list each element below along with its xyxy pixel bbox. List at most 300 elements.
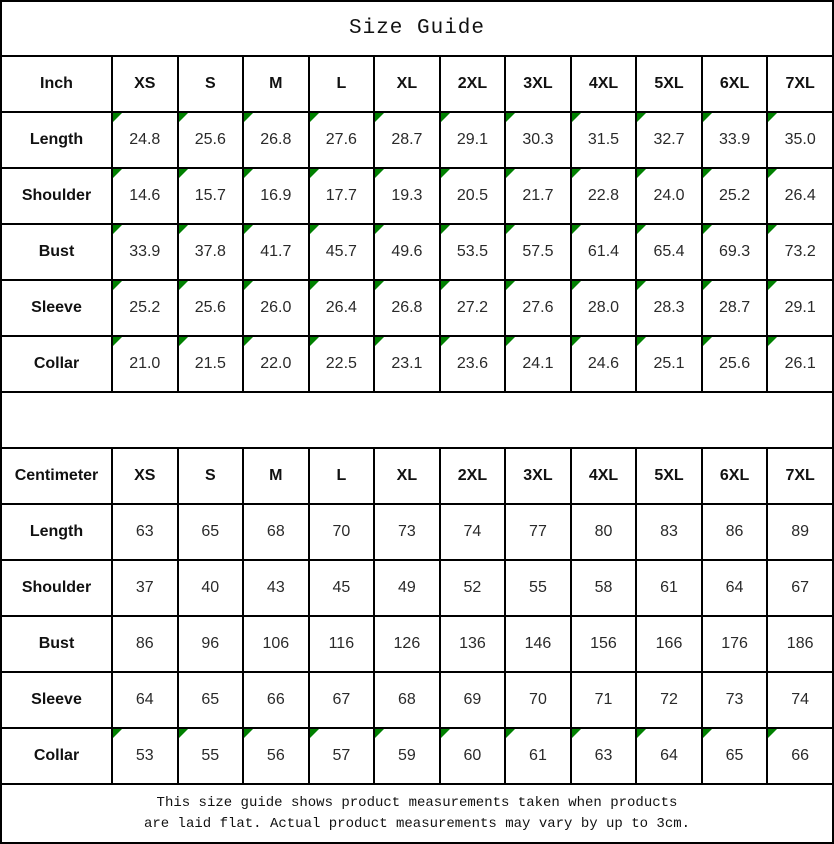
- cell-text: 63: [594, 747, 613, 764]
- measurement-value-cell: [309, 112, 375, 168]
- cell-text: 65: [725, 747, 744, 764]
- unit-header: [1, 56, 112, 112]
- cell-text: 25.2: [718, 187, 751, 204]
- measurement-row: [1, 336, 833, 392]
- measurement-value-cell: [374, 112, 440, 168]
- cell-text: 23.6: [456, 355, 488, 372]
- cell-text: 126: [393, 635, 421, 652]
- measurement-value-cell: [374, 672, 440, 728]
- corner-flag-icon: [310, 225, 319, 234]
- measurement-value-cell: [243, 280, 309, 336]
- cell-text: S: [204, 467, 216, 484]
- cell-text: 73.2: [784, 243, 816, 260]
- cell-text: 24.8: [129, 131, 161, 148]
- measurement-value-cell: [505, 616, 571, 672]
- measurement-row-label: [1, 672, 112, 728]
- cell-text: 28.7: [718, 299, 751, 316]
- cell-text: 116: [328, 635, 355, 652]
- measurement-row-label: [1, 280, 112, 336]
- measurement-value-cell: [636, 168, 702, 224]
- corner-flag-icon: [375, 281, 384, 290]
- measurement-value-cell: [702, 504, 768, 560]
- corner-flag-icon: [768, 113, 777, 122]
- cell-text: 25.2: [129, 299, 161, 316]
- cell-text: 49: [397, 579, 416, 596]
- measurement-value-cell: [178, 224, 244, 280]
- cell-text: 72: [660, 691, 678, 708]
- cell-text: 4XL: [588, 467, 619, 484]
- measurement-value-cell: [702, 560, 768, 616]
- cell-text: 146: [524, 635, 552, 652]
- cell-text: L: [336, 467, 347, 484]
- measurement-row-label: [1, 560, 112, 616]
- measurement-value-cell: [374, 560, 440, 616]
- measurement-value-cell: [440, 280, 506, 336]
- measurement-value-cell: [309, 672, 375, 728]
- cell-text: 15.7: [194, 187, 226, 204]
- cell-text: 25.6: [194, 131, 226, 148]
- cell-text: Collar: [33, 355, 80, 372]
- measurement-value-cell: [178, 280, 244, 336]
- corner-flag-icon: [441, 113, 450, 122]
- corner-flag-icon: [375, 113, 384, 122]
- measurement-row: [1, 672, 833, 728]
- measurement-value-cell: [636, 336, 702, 392]
- corner-flag-icon: [310, 113, 319, 122]
- corner-flag-icon: [703, 169, 712, 178]
- measurement-value-cell: [767, 560, 833, 616]
- measurement-value-cell: [505, 672, 571, 728]
- cell-text: 58: [594, 579, 613, 596]
- cell-text: 26.1: [784, 355, 816, 372]
- title-row: [1, 1, 833, 56]
- cell-text: 6XL: [719, 467, 750, 484]
- cell-text: 70: [529, 691, 547, 708]
- cell-text: Sleeve: [31, 299, 82, 316]
- measurement-value-cell: [767, 504, 833, 560]
- cell-text: 28.0: [587, 299, 620, 316]
- measurement-value-cell: [112, 280, 178, 336]
- measurement-value-cell: [243, 560, 309, 616]
- corner-flag-icon: [179, 169, 188, 178]
- cell-text: 70: [332, 523, 351, 540]
- cell-text: 33.9: [718, 131, 751, 148]
- cell-text: 166: [655, 635, 683, 652]
- cell-text: 25.1: [653, 355, 685, 372]
- corner-flag-icon: [113, 729, 122, 738]
- measurement-value-cell: [112, 616, 178, 672]
- cell-text: 17.7: [325, 187, 357, 204]
- measurement-value-cell: [309, 224, 375, 280]
- cell-text: 3XL: [523, 75, 553, 92]
- size-col-header: [243, 448, 309, 504]
- size-col-header: [374, 448, 440, 504]
- corner-flag-icon: [506, 225, 515, 234]
- cell-text: 61: [660, 579, 678, 596]
- cell-text: 16.9: [260, 187, 292, 204]
- cell-text: XS: [134, 75, 156, 92]
- corner-flag-icon: [179, 281, 188, 290]
- size-col-header: [243, 56, 309, 112]
- measurement-value-cell: [178, 616, 244, 672]
- corner-flag-icon: [179, 225, 188, 234]
- measurement-value-cell: [440, 560, 506, 616]
- measurement-value-cell: [505, 560, 571, 616]
- cell-text: 27.6: [522, 299, 554, 316]
- corner-flag-icon: [244, 169, 253, 178]
- cell-text: 7XL: [785, 75, 815, 92]
- cell-text: 83: [660, 523, 678, 540]
- cell-text: Shoulder: [21, 579, 92, 596]
- measurement-value-cell: [636, 560, 702, 616]
- size-col-header: [505, 56, 571, 112]
- corner-flag-icon: [113, 225, 122, 234]
- cell-text: 68: [266, 523, 285, 540]
- corner-flag-icon: [768, 729, 777, 738]
- corner-flag-icon: [703, 113, 712, 122]
- cell-text: 22.8: [587, 187, 620, 204]
- measurement-row: [1, 224, 833, 280]
- measurement-value-cell: [374, 728, 440, 784]
- cell-text: 53: [135, 747, 154, 764]
- measurement-value-cell: [571, 112, 637, 168]
- cell-text: 89: [791, 523, 810, 540]
- size-col-header: [309, 448, 375, 504]
- cell-text: 5XL: [654, 75, 684, 92]
- corner-flag-icon: [572, 281, 581, 290]
- section-divider-row: [1, 392, 833, 448]
- cell-text: 30.3: [522, 131, 554, 148]
- measurement-value-cell: [505, 504, 571, 560]
- measurement-value-cell: [309, 280, 375, 336]
- measurement-row: [1, 560, 833, 616]
- corner-flag-icon: [179, 729, 188, 738]
- cell-text: 26.0: [260, 299, 292, 316]
- measurement-value-cell: [767, 336, 833, 392]
- measurement-value-cell: [309, 336, 375, 392]
- cell-text: 156: [590, 635, 617, 652]
- corner-flag-icon: [179, 337, 188, 346]
- measurement-value-cell: [505, 280, 571, 336]
- cell-text: 40: [201, 579, 220, 596]
- measurement-value-cell: [767, 168, 833, 224]
- cell-text: 74: [463, 523, 482, 540]
- cell-text: 45: [332, 579, 351, 596]
- corner-flag-icon: [244, 281, 253, 290]
- measurement-value-cell: [571, 728, 637, 784]
- measurement-value-cell: [112, 224, 178, 280]
- cell-text: 61: [529, 747, 547, 764]
- size-col-header: [702, 56, 768, 112]
- cell-text: 71: [594, 691, 613, 708]
- cell-text: 28.7: [391, 131, 423, 148]
- page-title: Size Guide: [1, 1, 833, 56]
- measurement-value-cell: [178, 336, 244, 392]
- cell-text: 29.1: [784, 299, 816, 316]
- cell-text: 55: [201, 747, 220, 764]
- cell-text: 73: [725, 691, 744, 708]
- measurement-row: [1, 616, 833, 672]
- corner-flag-icon: [244, 337, 253, 346]
- cell-text: 35.0: [784, 131, 816, 148]
- measurement-value-cell: [440, 616, 506, 672]
- cell-text: 31.5: [587, 131, 620, 148]
- cell-text: 53.5: [456, 243, 488, 260]
- measurement-value-cell: [636, 616, 702, 672]
- measurement-value-cell: [243, 336, 309, 392]
- cell-text: 66: [266, 691, 285, 708]
- cell-text: 77: [529, 523, 547, 540]
- measurement-row-label: [1, 168, 112, 224]
- corner-flag-icon: [441, 225, 450, 234]
- cell-text: 24.0: [653, 187, 685, 204]
- cell-text: M: [269, 75, 283, 92]
- corner-flag-icon: [375, 729, 384, 738]
- size-col-header: [112, 448, 178, 504]
- measurement-value-cell: [767, 672, 833, 728]
- measurement-value-cell: [702, 224, 768, 280]
- corner-flag-icon: [244, 729, 253, 738]
- cell-text: L: [336, 75, 347, 92]
- corner-flag-icon: [375, 337, 384, 346]
- footer-note: [1, 784, 833, 843]
- corner-flag-icon: [768, 169, 777, 178]
- measurement-row: [1, 504, 833, 560]
- cell-text: 3XL: [523, 467, 553, 484]
- cell-text: 57: [332, 747, 351, 764]
- cell-text: 21.7: [522, 187, 554, 204]
- corner-flag-icon: [572, 225, 581, 234]
- measurement-value-cell: [571, 504, 637, 560]
- measurement-value-cell: [112, 336, 178, 392]
- measurement-value-cell: [440, 112, 506, 168]
- measurement-value-cell: [505, 336, 571, 392]
- cell-text: Sleeve: [31, 691, 82, 708]
- measurement-value-cell: [702, 672, 768, 728]
- measurement-row: [1, 728, 833, 784]
- size-col-header: [178, 448, 244, 504]
- cell-text: 65: [201, 691, 220, 708]
- measurement-value-cell: [505, 728, 571, 784]
- measurement-value-cell: [309, 616, 375, 672]
- centimeter-section: [1, 448, 833, 784]
- cell-text: 64: [135, 691, 154, 708]
- measurement-value-cell: [440, 336, 506, 392]
- measurement-value-cell: [374, 280, 440, 336]
- cell-text: Shoulder: [21, 187, 92, 204]
- cell-text: S: [204, 75, 216, 92]
- corner-flag-icon: [113, 113, 122, 122]
- measurement-value-cell: [112, 168, 178, 224]
- measurement-value-cell: [178, 560, 244, 616]
- corner-flag-icon: [244, 113, 253, 122]
- measurement-value-cell: [767, 616, 833, 672]
- cell-text: 65.4: [653, 243, 685, 260]
- cell-text: 55: [529, 579, 547, 596]
- corner-flag-icon: [703, 337, 712, 346]
- measurement-value-cell: [636, 504, 702, 560]
- size-col-header: [767, 56, 833, 112]
- cell-text: 64: [660, 747, 678, 764]
- measurement-value-cell: [571, 168, 637, 224]
- measurement-value-cell: [440, 224, 506, 280]
- measurement-value-cell: [440, 168, 506, 224]
- cell-text: 80: [594, 523, 613, 540]
- cell-text: 56: [266, 747, 285, 764]
- cell-text: 86: [135, 635, 154, 652]
- measurement-row-label: [1, 112, 112, 168]
- cell-text: 176: [721, 635, 748, 652]
- measurement-row-label: [1, 224, 112, 280]
- size-col-header: [309, 56, 375, 112]
- corner-flag-icon: [310, 169, 319, 178]
- cell-text: 22.5: [325, 355, 357, 372]
- cell-text: 57.5: [522, 243, 554, 260]
- size-col-header: [571, 448, 637, 504]
- measurement-value-cell: [374, 336, 440, 392]
- footer-note-line2: are laid flat. Actual product measurements may vary by up to 3cm.: [143, 815, 691, 832]
- cell-text: 26.4: [325, 299, 357, 316]
- corner-flag-icon: [310, 281, 319, 290]
- cell-text: XL: [396, 467, 418, 484]
- measurement-value-cell: [571, 224, 637, 280]
- measurement-row-label: [1, 616, 112, 672]
- measurement-value-cell: [636, 728, 702, 784]
- cell-text: 69: [463, 691, 482, 708]
- measurement-value-cell: [505, 224, 571, 280]
- cell-text: 73: [397, 523, 416, 540]
- size-col-header: [374, 56, 440, 112]
- corner-flag-icon: [506, 113, 515, 122]
- measurement-value-cell: [571, 560, 637, 616]
- size-header-row: [1, 448, 833, 504]
- inch-section: [1, 56, 833, 392]
- measurement-value-cell: [440, 504, 506, 560]
- cell-text: 67: [791, 579, 810, 596]
- measurement-row-label: [1, 504, 112, 560]
- cell-text: 69.3: [718, 243, 751, 260]
- cell-text: 21.5: [194, 355, 226, 372]
- cell-text: 59: [397, 747, 416, 764]
- size-col-header: [112, 56, 178, 112]
- cell-text: 14.6: [129, 187, 161, 204]
- corner-flag-icon: [768, 337, 777, 346]
- cell-text: 4XL: [588, 75, 619, 92]
- corner-flag-icon: [310, 729, 319, 738]
- cell-text: 37: [135, 579, 154, 596]
- cell-text: 106: [262, 635, 290, 652]
- cell-text: Length: [29, 131, 84, 148]
- cell-text: 5XL: [654, 467, 684, 484]
- cell-text: 26.8: [260, 131, 292, 148]
- measurement-value-cell: [243, 112, 309, 168]
- measurement-value-cell: [309, 168, 375, 224]
- measurement-value-cell: [767, 112, 833, 168]
- cell-text: 74: [791, 691, 810, 708]
- cell-text: 49.6: [391, 243, 423, 260]
- corner-flag-icon: [441, 337, 450, 346]
- size-col-header: [636, 448, 702, 504]
- measurement-value-cell: [505, 168, 571, 224]
- size-col-header: [571, 56, 637, 112]
- cell-text: 25.6: [194, 299, 226, 316]
- cell-text: 19.3: [391, 187, 423, 204]
- footer-row: [1, 784, 833, 843]
- measurement-value-cell: [309, 728, 375, 784]
- cell-text: Inch: [40, 75, 73, 92]
- cell-text: 68: [397, 691, 416, 708]
- corner-flag-icon: [637, 281, 646, 290]
- measurement-value-cell: [243, 168, 309, 224]
- cell-text: 29.1: [456, 131, 488, 148]
- cell-text: XS: [134, 467, 156, 484]
- corner-flag-icon: [310, 337, 319, 346]
- measurement-value-cell: [309, 504, 375, 560]
- corner-flag-icon: [244, 225, 253, 234]
- measurement-value-cell: [767, 728, 833, 784]
- cell-text: Bust: [38, 243, 75, 260]
- measurement-value-cell: [702, 112, 768, 168]
- size-col-header: [767, 448, 833, 504]
- corner-flag-icon: [441, 281, 450, 290]
- corner-flag-icon: [703, 225, 712, 234]
- corner-flag-icon: [572, 337, 581, 346]
- corner-flag-icon: [637, 729, 646, 738]
- cell-text: 20.5: [456, 187, 488, 204]
- cell-text: 96: [201, 635, 220, 652]
- measurement-value-cell: [243, 616, 309, 672]
- measurement-value-cell: [112, 112, 178, 168]
- measurement-value-cell: [243, 224, 309, 280]
- measurement-value-cell: [374, 504, 440, 560]
- cell-text: Length: [29, 523, 84, 540]
- corner-flag-icon: [572, 113, 581, 122]
- measurement-value-cell: [178, 168, 244, 224]
- cell-text: 66: [791, 747, 810, 764]
- measurement-value-cell: [636, 280, 702, 336]
- cell-text: 41.7: [260, 243, 292, 260]
- corner-flag-icon: [572, 729, 581, 738]
- measurement-value-cell: [702, 168, 768, 224]
- corner-flag-icon: [113, 281, 122, 290]
- measurement-value-cell: [571, 616, 637, 672]
- corner-flag-icon: [506, 281, 515, 290]
- cell-text: 23.1: [391, 355, 423, 372]
- cell-text: XL: [396, 75, 418, 92]
- measurement-value-cell: [178, 112, 244, 168]
- corner-flag-icon: [113, 337, 122, 346]
- measurement-value-cell: [112, 728, 178, 784]
- corner-flag-icon: [768, 225, 777, 234]
- measurement-value-cell: [636, 224, 702, 280]
- measurement-value-cell: [571, 336, 637, 392]
- unit-header: [1, 448, 112, 504]
- cell-text: 136: [459, 635, 486, 652]
- cell-text: 6XL: [719, 75, 750, 92]
- measurement-value-cell: [178, 504, 244, 560]
- measurement-value-cell: [374, 224, 440, 280]
- corner-flag-icon: [572, 169, 581, 178]
- cell-text: 52: [463, 579, 482, 596]
- cell-text: 43: [266, 579, 285, 596]
- corner-flag-icon: [637, 113, 646, 122]
- cell-text: Centimeter: [14, 467, 99, 484]
- measurement-value-cell: [767, 224, 833, 280]
- measurement-value-cell: [702, 280, 768, 336]
- corner-flag-icon: [441, 169, 450, 178]
- corner-flag-icon: [637, 225, 646, 234]
- corner-flag-icon: [375, 225, 384, 234]
